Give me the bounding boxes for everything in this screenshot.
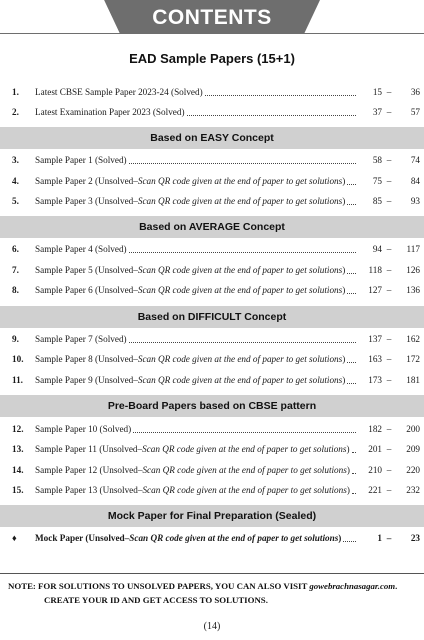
note-divider: [0, 573, 424, 574]
entry-title: Sample Paper 4 (Solved): [35, 244, 127, 254]
note-line-2: CREATE YOUR ID AND GET ACCESS TO SOLUTIONS.: [44, 595, 268, 605]
page-end: 136: [406, 285, 420, 295]
entry-title: Sample Paper 12 (Unsolved–Scan QR code given at the end of paper to get solutions): [35, 465, 350, 475]
toc-entry: [12, 373, 422, 387]
page-range-dash: –: [386, 375, 392, 385]
entry-title: Sample Paper 5 (Unsolved–Scan QR code given at the end of paper to get solutions): [35, 265, 346, 275]
section-heading: Based on EASY Concept: [0, 127, 424, 149]
note-suffix: .: [395, 581, 398, 591]
entry-number: 6.: [12, 244, 19, 254]
entry-title: Sample Paper 2 (Unsolved–Scan QR code given at the end of paper to get solutions): [35, 176, 346, 186]
toc-entry: [12, 352, 422, 366]
note-url: gowebrachnasagar.com: [309, 581, 396, 591]
entry-title: Sample Paper 9 (Unsolved–Scan QR code given at the end of paper to get solutions): [35, 375, 346, 385]
page-range-dash: –: [386, 87, 392, 97]
page-start: 210: [368, 465, 382, 475]
toc-entry: [12, 85, 422, 99]
toc-entry: [12, 242, 422, 256]
entry-number: 10.: [12, 354, 24, 364]
page-range-dash: –: [386, 107, 392, 117]
page-start: 118: [368, 265, 382, 275]
page-end: 23: [410, 533, 420, 543]
dot-leader: [347, 353, 356, 363]
page-range-dash: –: [386, 465, 392, 475]
page-range-dash: –: [386, 244, 392, 254]
contents-heading: EAD Sample Papers (15+1): [129, 51, 295, 66]
contents-banner: [0, 0, 424, 34]
page-number: (14): [203, 621, 221, 632]
toc-entry: [12, 283, 422, 297]
dot-leader: [347, 264, 356, 274]
page-end: 84: [410, 176, 420, 186]
dot-leader: [347, 195, 356, 205]
toc-entry: [12, 422, 422, 436]
entry-title: Sample Paper 6 (Unsolved–Scan QR code given at the end of paper to get solutions): [35, 285, 346, 295]
toc-entry: [12, 263, 422, 277]
section-heading: Based on DIFFICULT Concept: [0, 306, 424, 328]
entry-title: Sample Paper 11 (Unsolved–Scan QR code given at the end of paper to get solutions): [35, 444, 350, 454]
dot-leader: [205, 86, 356, 96]
toc-entry: [12, 531, 422, 545]
entry-title: Mock Paper (Unsolved–Scan QR code given at the end of paper to get solutions): [35, 533, 342, 543]
entry-number: ♦: [12, 533, 17, 543]
entry-title: Sample Paper 3 (Unsolved–Scan QR code given at the end of paper to get solutions): [35, 196, 346, 206]
page-start: 1: [377, 533, 382, 543]
page-start: 201: [368, 444, 382, 454]
page-start: 15: [372, 87, 382, 97]
entry-number: 12.: [12, 424, 24, 434]
toc-entry: [12, 442, 422, 456]
dot-leader: [347, 374, 356, 384]
page-end: 209: [406, 444, 420, 454]
page-range-dash: –: [386, 334, 392, 344]
page-start: 127: [368, 285, 382, 295]
page-end: 172: [406, 354, 420, 364]
toc-entry: [12, 174, 422, 188]
entry-number: 4.: [12, 176, 19, 186]
entry-title: Sample Paper 13 (Unsolved–Scan QR code given at the end of paper to get solutions): [35, 485, 350, 495]
dot-leader: [133, 423, 356, 433]
entry-number: 5.: [12, 196, 19, 206]
page-end: 57: [410, 107, 420, 117]
toc-entry: [12, 483, 422, 497]
entry-number: 1.: [12, 87, 19, 97]
page-start: 182: [368, 424, 382, 434]
page-end: 36: [410, 87, 420, 97]
note-line-1: [8, 579, 422, 593]
section-heading: Pre-Board Papers based on CBSE pattern: [0, 395, 424, 417]
page-end: 126: [406, 265, 420, 275]
entry-number: 11.: [12, 375, 23, 385]
entry-title: Latest Examination Paper 2023 (Solved): [35, 107, 185, 117]
note-prefix: NOTE: FOR SOLUTIONS TO UNSOLVED PAPERS, YOU CAN ALSO VISIT: [8, 581, 310, 591]
toc-entry: [12, 194, 422, 208]
page-range-dash: –: [386, 155, 392, 165]
entry-title: Sample Paper 7 (Solved): [35, 334, 127, 344]
page-range-dash: –: [386, 176, 392, 186]
page-range-dash: –: [386, 354, 392, 364]
entry-number: 14.: [12, 465, 24, 475]
page-end: 117: [406, 244, 420, 254]
page-start: 163: [368, 354, 382, 364]
page-range-dash: –: [386, 196, 392, 206]
dot-leader: [352, 464, 356, 474]
page-start: 58: [372, 155, 382, 165]
dot-leader: [129, 154, 356, 164]
page-range-dash: –: [386, 424, 392, 434]
page-start: 37: [372, 107, 382, 117]
entry-title: Sample Paper 10 (Solved): [35, 424, 132, 434]
page-end: 200: [406, 424, 420, 434]
entry-number: 15.: [12, 485, 24, 495]
dot-leader: [347, 284, 356, 294]
page-range-dash: –: [386, 485, 392, 495]
page-end: 232: [406, 485, 420, 495]
toc-entry: [12, 463, 422, 477]
entry-number: 3.: [12, 155, 19, 165]
entry-title: Sample Paper 8 (Unsolved–Scan QR code given at the end of paper to get solutions): [35, 354, 346, 364]
page-end: 220: [406, 465, 420, 475]
dot-leader: [129, 243, 356, 253]
entry-number: 9.: [12, 334, 19, 344]
entry-number: 8.: [12, 285, 19, 295]
section-heading: Mock Paper for Final Preparation (Sealed): [0, 505, 424, 527]
page-start: 173: [368, 375, 382, 385]
page-range-dash: –: [386, 533, 392, 543]
page-start: 94: [372, 244, 382, 254]
entry-number: 2.: [12, 107, 19, 117]
toc-entry: [12, 153, 422, 167]
page-start: 137: [368, 334, 382, 344]
toc-entry: [12, 332, 422, 346]
section-heading: Based on AVERAGE Concept: [0, 216, 424, 238]
page-start: 85: [372, 196, 382, 206]
page-end: 181: [406, 375, 420, 385]
dot-leader: [187, 106, 356, 116]
page-end: 74: [410, 155, 420, 165]
entry-number: 13.: [12, 444, 24, 454]
page-end: 93: [410, 196, 420, 206]
toc-entry: [12, 105, 422, 119]
dot-leader: [129, 333, 356, 343]
dot-leader: [343, 532, 356, 542]
page-range-dash: –: [386, 285, 392, 295]
dot-leader: [352, 443, 356, 453]
entry-title: Latest CBSE Sample Paper 2023-24 (Solved): [35, 87, 203, 97]
page-start: 75: [372, 176, 382, 186]
page-start: 221: [368, 485, 382, 495]
page-title: CONTENTS: [152, 6, 272, 29]
page-range-dash: –: [386, 265, 392, 275]
dot-leader: [347, 175, 356, 185]
page-end: 162: [406, 334, 420, 344]
page-range-dash: –: [386, 444, 392, 454]
entry-title: Sample Paper 1 (Solved): [35, 155, 127, 165]
entry-number: 7.: [12, 265, 19, 275]
dot-leader: [352, 484, 356, 494]
